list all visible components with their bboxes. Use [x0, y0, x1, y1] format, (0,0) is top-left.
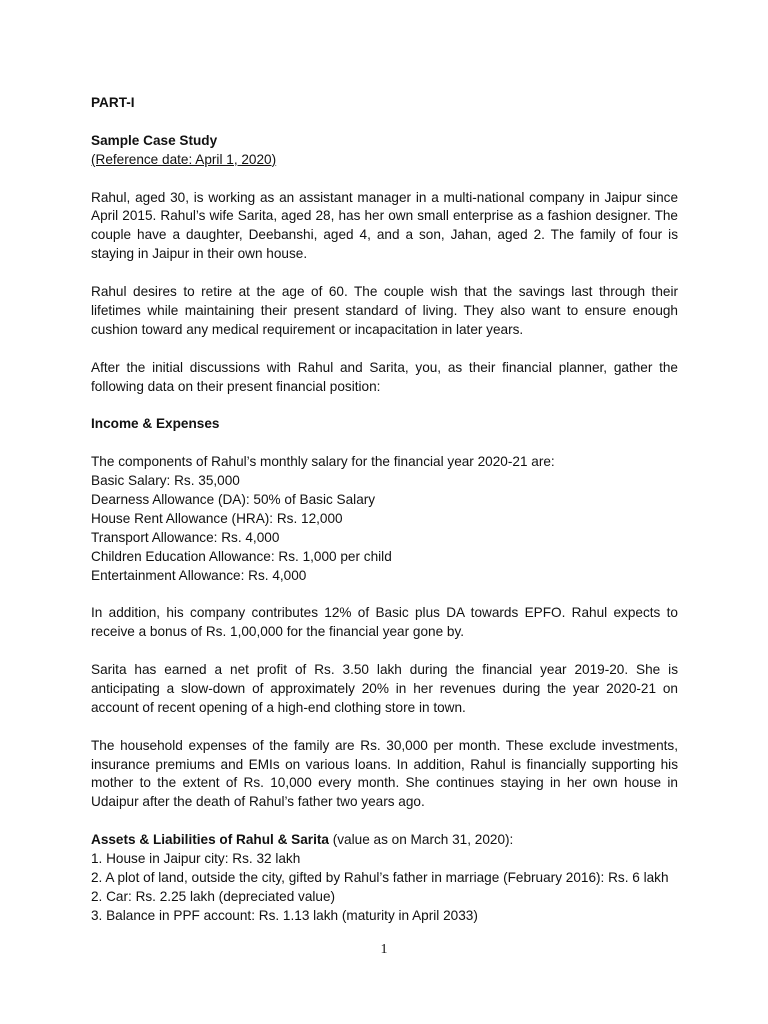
household-expenses-paragraph: The household expenses of the family are Rs. 30,000 per month. These exclude investments, insurance premiums and EMIs on various loans. In addition, Rahul is financially supporting his mother to the extent of Rs. 10,000 every month. She continues staying in her own house in Udaipur after the death of Rahul’s father two years ago. [91, 737, 678, 810]
spacer [91, 264, 678, 283]
spacer [91, 642, 678, 661]
part-heading: PART-I [91, 95, 135, 110]
salary-item-basic: Basic Salary: Rs. 35,000 [91, 473, 240, 489]
salary-item-da: Dearness Allowance (DA): 50% of Basic Salary [91, 491, 376, 507]
epfo-paragraph: In addition, his company contributes 12% of Basic plus DA towards EPFO. Rahul expects to receive a bonus of Rs. 1,00,000 for the financial year gone by. [91, 605, 678, 640]
spacer [91, 585, 678, 604]
retirement-paragraph: Rahul desires to retire at the age of 60. The couple wish that the savings last through their lifetimes while maintaining their present standard of living. They also want to ensure enough cushion toward any medical requirement or incapacitation in later years. [91, 284, 678, 337]
salary-item-children-education: Children Education Allowance: Rs. 1,000 per child [91, 548, 392, 564]
spacer [91, 434, 678, 453]
discussion-paragraph: After the initial discussions with Rahul and Sarita, you, as their financial planner, gather the following data on their present financial position: [91, 359, 678, 394]
salary-item-transport: Transport Allowance: Rs. 4,000 [91, 529, 280, 545]
asset-item-car: 2. Car: Rs. 2.25 lakh (depreciated value) [91, 888, 336, 904]
salary-item-hra: House Rent Allowance (HRA): Rs. 12,000 [91, 510, 343, 526]
income-expenses-heading: Income & Expenses [91, 416, 220, 432]
asset-item-house: 1. House in Jaipur city: Rs. 32 lakh [91, 851, 301, 867]
intro-paragraph: Rahul, aged 30, is working as an assistant manager in a multi-national company in Jaipur since April 2015. Rahul’s wife Sarita, aged 28, has her own small enterprise as a fashion designer. The couple have a daughter, Deebanshi, aged 4, and a son, Jahan, aged 2. The family of four is staying in Jaipur in their own house. [91, 189, 678, 262]
assets-heading-note: (value as on March 31, 2020): [328, 832, 514, 848]
reference-date: (Reference date: April 1, 2020) [91, 151, 277, 167]
asset-item-ppf: 3. Balance in PPF account: Rs. 1.13 lakh (maturity in April 2033) [91, 907, 478, 923]
document-page [91, 94, 678, 926]
spacer [91, 340, 678, 359]
spacer [91, 812, 678, 831]
salary-intro: The components of Rahul’s monthly salary for the financial year 2020-21 are: [91, 454, 555, 470]
spacer [91, 170, 678, 189]
page-number: 1 [380, 942, 388, 957]
salary-components-list [91, 472, 678, 585]
assets-liabilities-heading [91, 831, 678, 850]
asset-item-plot: 2. A plot of land, outside the city, gifted by Rahul’s father in marriage (February 2016): Rs. 6 lakh [91, 870, 669, 885]
assets-heading-bold: Assets & Liabilities of Rahul & Sarita [91, 832, 329, 848]
spacer [91, 396, 678, 415]
sarita-income-paragraph: Sarita has earned a net profit of Rs. 3.50 lakh during the financial year 2019-20. She is anticipating a slow-down of approximately 20% in her revenues during the year 2020-21 on account of recent opening of a high-end clothing store in town. [91, 662, 678, 715]
assets-list [91, 850, 678, 926]
salary-item-entertainment: Entertainment Allowance: Rs. 4,000 [91, 567, 307, 583]
spacer [91, 718, 678, 737]
case-study-title: Sample Case Study [91, 132, 218, 148]
spacer [91, 113, 678, 132]
